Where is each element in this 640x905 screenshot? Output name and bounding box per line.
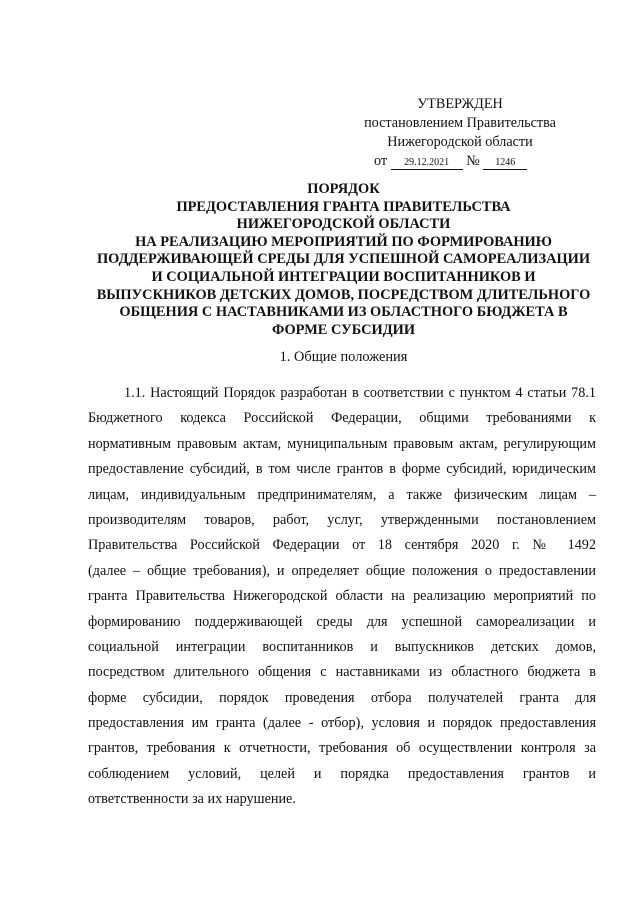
paragraph-line: 1.1. Настоящий Порядок разработан в соответствии с пунктом 4 статьи 78.1 <box>124 385 596 401</box>
paragraph-line: (далее – общие требования), и определяет общие положения о предоставлении <box>88 562 596 579</box>
title-line: И СОЦИАЛЬНОЙ ИНТЕГРАЦИИ ВОСПИТАННИКОВ И <box>151 268 536 285</box>
date-prefix: от <box>374 153 388 169</box>
approval-date-line <box>340 152 580 171</box>
document-title <box>72 181 615 339</box>
approval-region-line: Нижегородской области <box>387 134 533 150</box>
paragraph-line: Правительства Российской Федерации от 18 сентября 2020 г. № 1492 <box>88 537 596 554</box>
paragraph-line: производителям товаров, работ, услуг, утвержденными постановлением <box>88 511 596 528</box>
paragraph-line: формированию поддерживающей среды для успешной самореализации и <box>88 613 596 630</box>
paragraph-line: нормативным правовым актам, муниципальным правовым актам, регулирующим <box>88 435 596 452</box>
title-line: ПРЕДОСТАВЛЕНИЯ ГРАНТА ПРАВИТЕЛЬСТВА <box>176 198 511 215</box>
approval-title: УТВЕРЖДЕН <box>417 96 503 112</box>
title-line: ФОРМЕ СУБСИДИИ <box>271 321 416 338</box>
number-sign: № <box>466 153 480 169</box>
approval-decree-line: постановлением Правительства <box>364 115 556 131</box>
title-line: НИЖЕГОРОДСКОЙ ОБЛАСТИ <box>236 216 451 233</box>
approval-block <box>340 95 580 171</box>
paragraph-line: грантов, требования к отчетности, требования об осуществлении контроля за <box>88 740 596 757</box>
paragraph-line: социальной интеграции воспитанников и выпускников детских домов, <box>88 638 596 655</box>
decree-number: 1246 <box>483 157 527 170</box>
decree-date: 29.12.2021 <box>391 157 463 170</box>
paragraph-line: гранта Правительства Нижегородской области на реализацию мероприятий по <box>88 588 596 605</box>
title-line: НА РЕАЛИЗАЦИЮ МЕРОПРИЯТИЙ ПО ФОРМИРОВАНИЮ <box>135 233 552 250</box>
title-line: ПОРЯДОК <box>307 181 380 197</box>
title-line: ПОДДЕРЖИВАЮЩЕЙ СРЕДЫ ДЛЯ УСПЕШНОЙ САМОРЕАЛИЗАЦИИ <box>96 251 591 268</box>
title-line: ВЫПУСКНИКОВ ДЕТСКИХ ДОМОВ, ПОСРЕДСТВОМ ДЛИТЕЛЬНОГО <box>96 286 591 303</box>
paragraph-line: форме субсидии, порядок проведения отбора получателей гранта для <box>88 689 596 706</box>
paragraph-line: посредством длительного общения с наставниками из областного бюджета в <box>88 664 596 681</box>
title-line: ОБЩЕНИЯ С НАСТАВНИКАМИ ИЗ ОБЛАСТНОГО БЮДЖЕТА В <box>119 304 568 321</box>
paragraph-line: соблюдением условий, целей и порядка предоставления грантов и <box>88 765 596 782</box>
paragraph-line: Бюджетного кодекса Российской Федерации, общими требованиями к <box>88 410 596 427</box>
paragraph-line: предоставления им гранта (далее - отбор), условия и порядок предоставления <box>88 715 596 732</box>
paragraph-line: предоставление субсидий, в том числе грантов в форме субсидий, юридическим <box>88 461 596 478</box>
paragraph-line: ответственности за их нарушение. <box>88 791 296 808</box>
paragraph-line: лицам, индивидуальным предпринимателям, а также физическим лицам – <box>88 486 596 503</box>
paragraph-1-1 <box>88 381 596 813</box>
section-heading: 1. Общие положения <box>279 349 408 365</box>
